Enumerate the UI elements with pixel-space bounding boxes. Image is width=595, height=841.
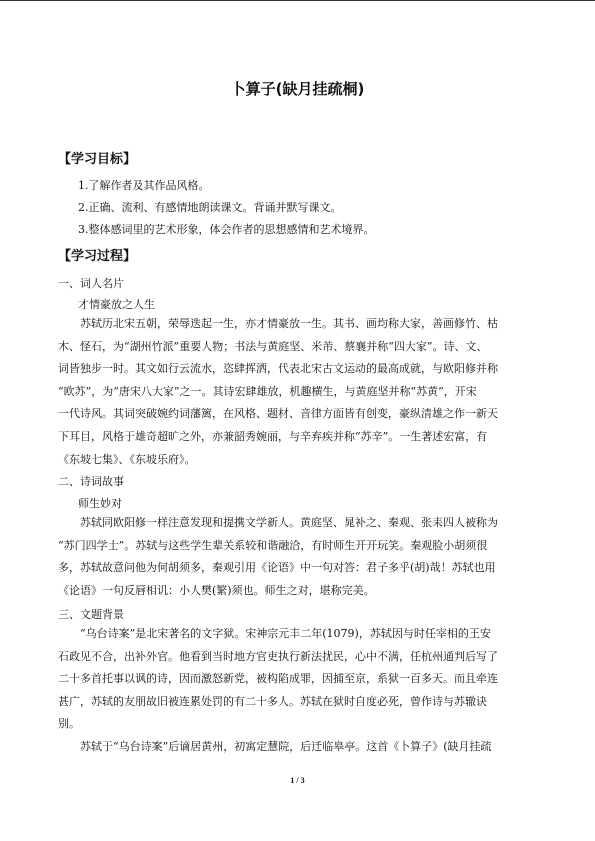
text-line: 苏轼于“乌台诗案”后谪居黄州，初寓定慧院，后迁临皋亭。这首《卜算子》(缺月挂疏 — [80, 739, 492, 753]
process-heading: 【学习过程】 — [58, 249, 137, 264]
section-subtitle-story: 师生妙对 — [78, 497, 122, 510]
paragraph-story — [58, 512, 541, 602]
page-number: 1 / 3 — [290, 776, 305, 785]
top-border-line — [0, 0, 595, 1]
section-heading-background: 三、文题背景 — [58, 608, 124, 621]
goals-heading: 【学习目标】 — [58, 152, 137, 167]
text-line: 别。 — [58, 717, 80, 731]
paragraph-background — [58, 623, 541, 759]
text-line: 木、怪石，为“湖州竹派”重要人物；书法与黄庭坚、米芾、蔡襄并称“四大家”。诗、文、 — [58, 339, 488, 353]
text-line: 《论语》一句反唇相讥：小人樊(繁)须也。师生之对，堪称完美。 — [58, 583, 375, 597]
text-line: 词皆独步一时。其文如行云流水，恣肆挥洒，代表北宋古文运动的最高成就，与欧阳修并称 — [58, 362, 498, 376]
text-line: 苏轼同欧阳修一样注意发现和提携文学新人。黄庭坚、晁补之、秦观、张耒四人被称为 — [80, 516, 498, 529]
text-line: 甚广，苏轼的友朋故旧被连累处罚的有二十多人。苏轼在狱时自度必死，曾作诗与苏辙诀 — [58, 694, 487, 708]
goal-item-3: 3.整体感词里的艺术形象，体会作者的思想感情和艺术境界。 — [78, 223, 375, 236]
text-line: 《东坡七集》、《东坡乐府》。 — [58, 452, 196, 466]
text-line: “乌台诗案”是北宋著名的文字狱。宋神宗元丰二年(1079)，苏轼因与时任宰相的王安 — [80, 627, 491, 640]
goal-item-1: 1.了解作者及其作品风格。 — [78, 179, 210, 192]
text-line: 二十多首托事以讽的诗，因而激怒新党，被构陷成罪，因捕至京，系狱一百多天。而且牵连 — [58, 672, 498, 686]
goal-item-2: 2.正确、流利、有感情地朗读课文。背诵并默写课文。 — [78, 201, 342, 214]
text-line: 苏轼历北宋五朝，荣辱迭起一生，亦才情豪放一生。其书、画均称大家，善画修竹、枯 — [80, 317, 498, 330]
document-title: 卜算子(缺月挂疏桐) — [230, 80, 365, 98]
section-heading-story: 二、诗词故事 — [58, 475, 124, 488]
paragraph-author-bio — [58, 313, 541, 471]
text-line: “苏门四学士”。苏轼与这些学生辈关系较和谐融洽，有时师生开开玩笑。秦观脸小胡须很 — [58, 538, 488, 552]
section-subtitle-author: 才情豪放之人生 — [78, 298, 155, 311]
text-line: 多，苏轼故意问他为何胡须多，秦观引用《论语》中一句对答：君子多乎(胡)哉！苏轼也用 — [58, 561, 496, 575]
section-heading-author: 一、词人名片 — [58, 277, 124, 290]
text-line: 下耳目，风格于雄奇超旷之外，亦兼韶秀婉丽，与辛弃疾并称“苏辛”。一生著述宏富，有 — [58, 429, 488, 443]
text-line: 石政见不合，出补外官。他看到当时地方官吏执行新法扰民，心中不满，任杭州通判后写了 — [58, 649, 498, 663]
text-line: “欧苏”，为“唐宋八大家”之一。其诗宏肆雄放，机趣横生，与黄庭坚并称“苏黄”，开宋 — [58, 384, 477, 398]
text-line: 一代诗风。其词突破婉约词藩篱，在风格、题材、音律方面皆有创变，豪纵清雄之作一新天 — [58, 407, 498, 421]
